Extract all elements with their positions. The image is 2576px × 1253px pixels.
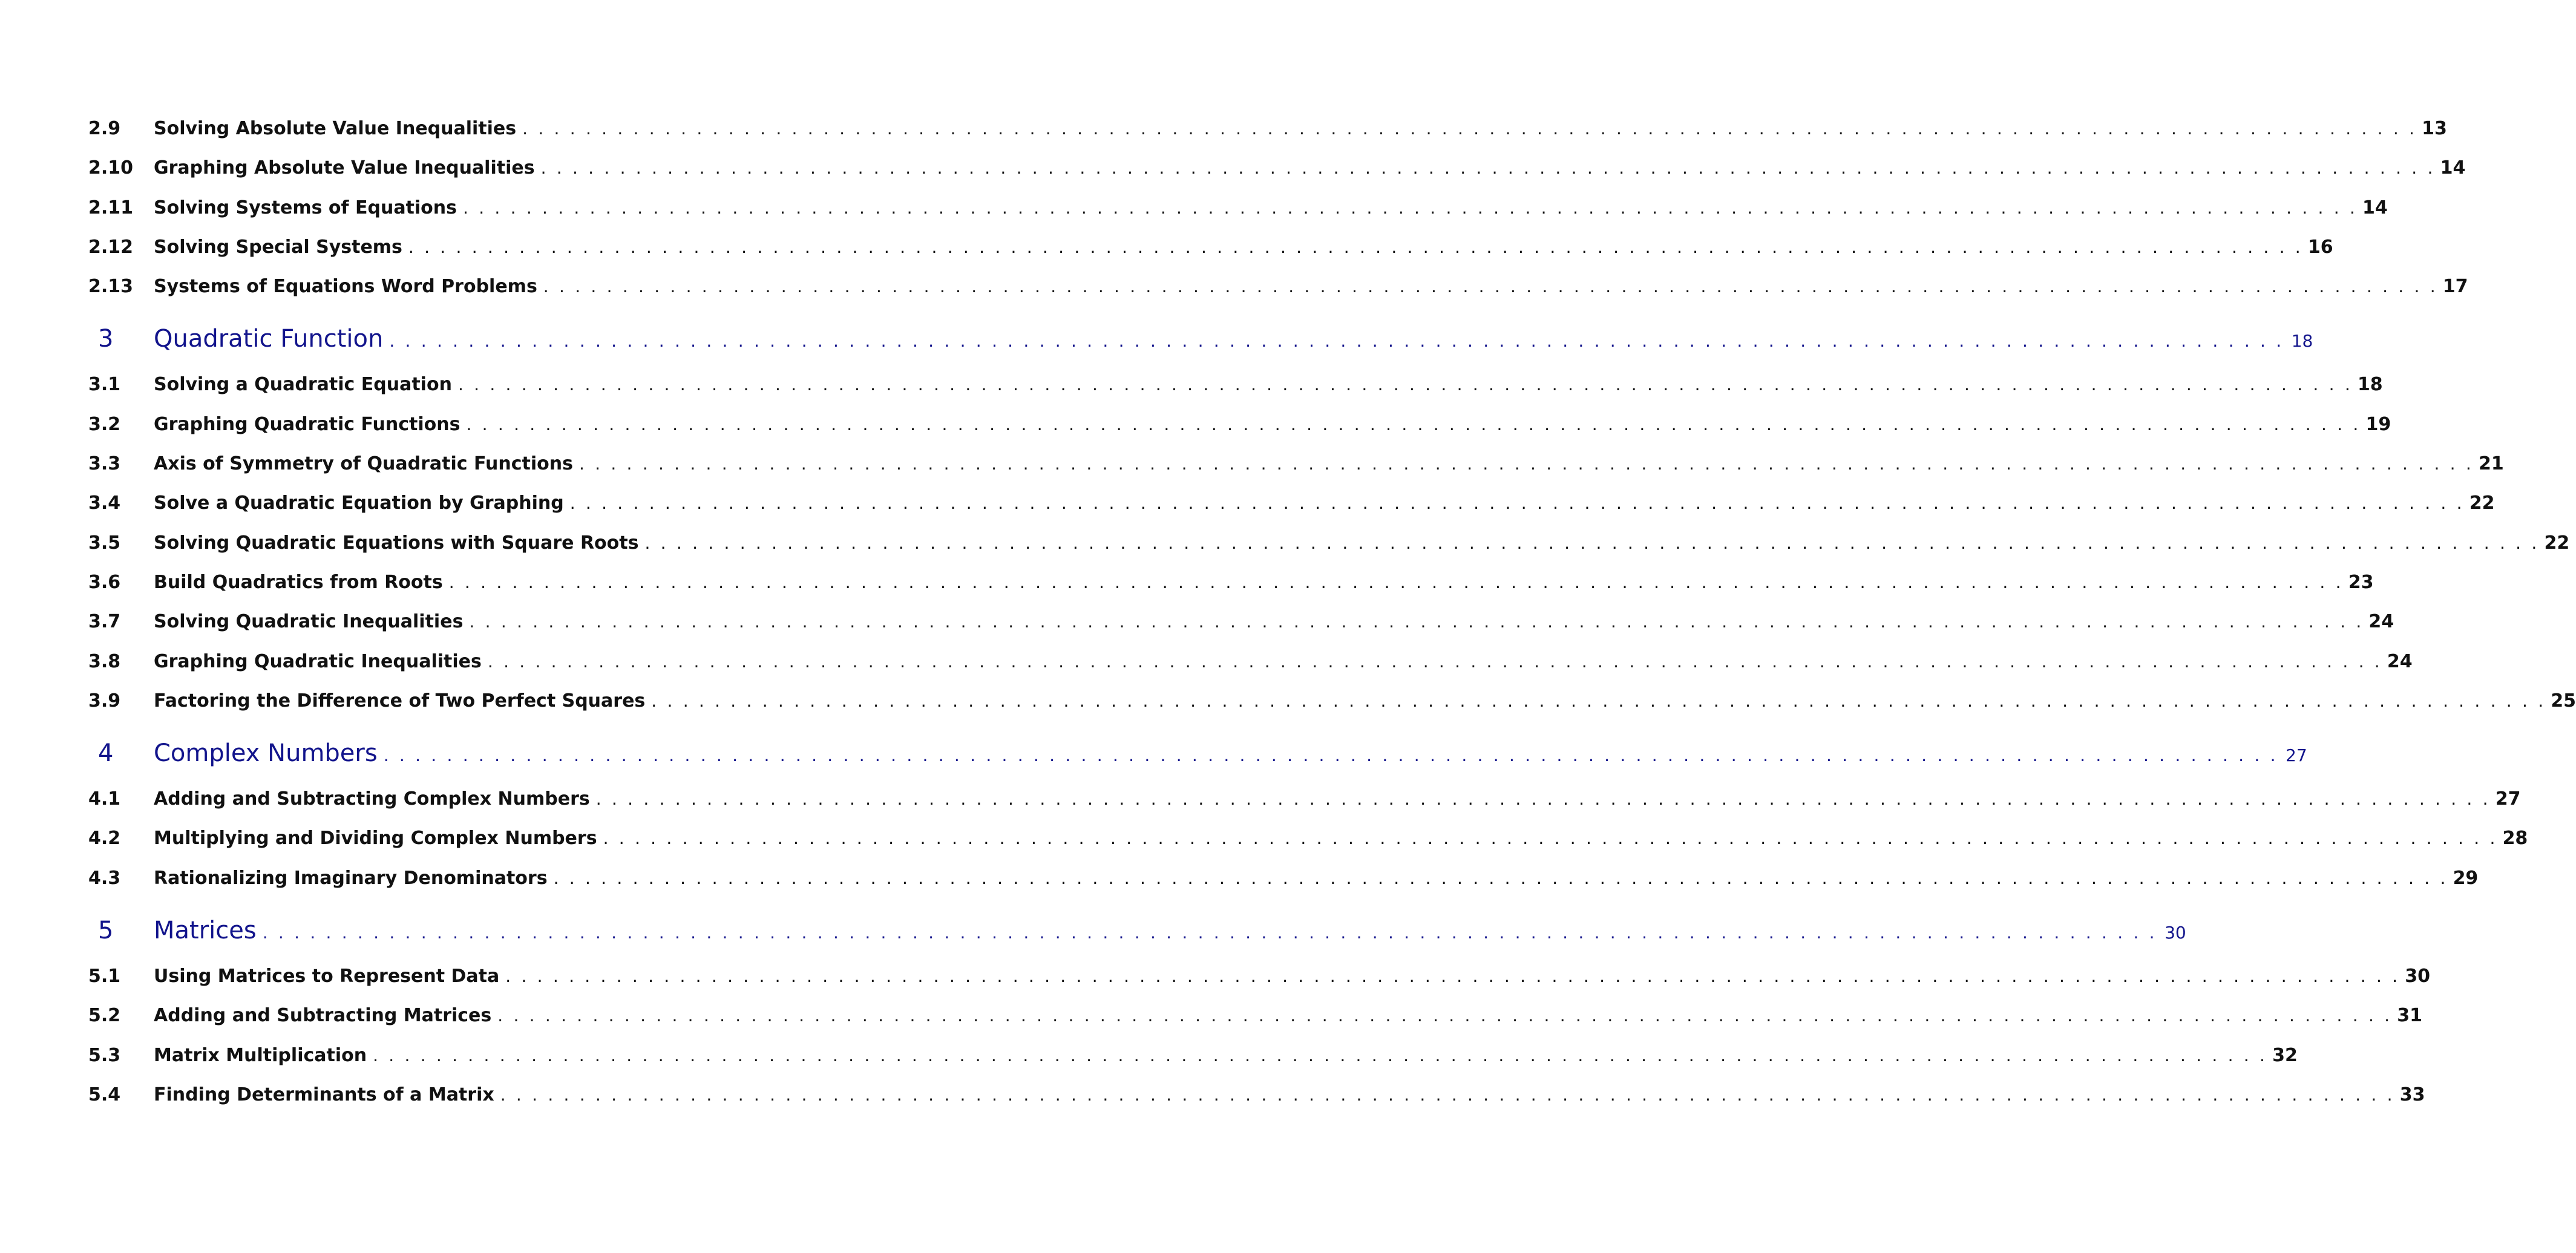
dot-leader: . . . . . . . . . . . . . . . . . . . . . . . . . . . . . . . . . . . . . . . . . . . . . . . . . . . . . . . . . . . . . . . . . . . . . . . . . . . . . . . . . . . . . . . . . . . . . . . . . . . . . . . . . . . . . . . . . . . . . . . . <box>543 276 2438 297</box>
section-number: 2.13 <box>88 276 134 298</box>
section-title: Solving a Quadratic Equation <box>154 374 452 396</box>
section-title: Solving Quadratic Equations with Square Roots <box>154 532 639 554</box>
toc-section-entry[interactable] <box>88 1038 2298 1077</box>
section-number: 5.1 <box>88 966 121 987</box>
section-number: 3.9 <box>88 690 121 712</box>
page-number: 19 <box>2365 413 2391 435</box>
section-number: 3.6 <box>88 571 121 593</box>
dot-leader: . . . . . . . . . . . . . . . . . . . . . . . . . . . . . . . . . . . . . . . . . . . . . . . . . . . . . . . . . . . . . . . . . . . . . . . . . . . . . . . . . . . . . . . . . . . . . . . . . . . . . . . . . . . . . . . . . . . . . . . . <box>383 745 2278 766</box>
page-number: 22 <box>2544 532 2570 554</box>
section-number: 4.3 <box>88 867 121 889</box>
page-number: 16 <box>2307 236 2333 258</box>
page-number: 17 <box>2442 276 2468 298</box>
section-number: 2.9 <box>88 118 121 139</box>
section-number: 5.3 <box>88 1044 121 1066</box>
section-title: Axis of Symmetry of Quadratic Functions <box>154 453 573 475</box>
page-number: 33 <box>2399 1084 2425 1105</box>
dot-leader: . . . . . . . . . . . . . . . . . . . . . . . . . . . . . . . . . . . . . . . . . . . . . . . . . . . . . . . . . . . . . . . . . . . . . . . . . . . . . . . . . . . . . . . . . . . . . . . . . . . . . . . . . . . . . . . . . . . . . . . . <box>603 828 2498 849</box>
section-number: 2.11 <box>88 197 134 218</box>
section-title: Solving Absolute Value Inequalities <box>154 118 517 139</box>
toc-section-entry[interactable] <box>88 860 2479 900</box>
section-number: 3.5 <box>88 532 121 554</box>
section-number: 3.4 <box>88 492 121 514</box>
section-title: Build Quadratics from Roots <box>154 571 443 593</box>
section-title: Solving Systems of Equations <box>154 197 457 218</box>
page-number: 14 <box>2440 157 2466 179</box>
toc-section-entry[interactable] <box>88 1077 2425 1116</box>
toc-chapter-entry[interactable] <box>88 736 2307 781</box>
toc-section-entry[interactable] <box>88 958 2431 998</box>
section-title: Using Matrices to Represent Data <box>154 966 500 987</box>
section-number: 5.2 <box>88 1005 121 1027</box>
toc-section-entry[interactable] <box>88 781 2521 820</box>
dot-leader: . . . . . . . . . . . . . . . . . . . . . . . . . . . . . . . . . . . . . . . . . . . . . . . . . . . . . . . . . . . . . . . . . . . . . . . . . . . . . . . . . . . . . . . . . . . . . . . . . . . . . . . . . . . . . . . . . . . . . . . . <box>448 572 2344 592</box>
toc-section-entry[interactable] <box>88 485 2495 525</box>
page-number: 14 <box>2362 197 2388 218</box>
toc-section-entry[interactable] <box>88 150 2466 189</box>
toc-section-entry[interactable] <box>88 446 2504 485</box>
chapter-title: Complex Numbers <box>154 739 378 768</box>
toc-section-entry[interactable] <box>88 190 2388 229</box>
section-number: 3.7 <box>88 611 121 633</box>
section-number: 3.2 <box>88 413 121 435</box>
chapter-title: Matrices <box>154 917 257 945</box>
section-title: Adding and Subtracting Matrices <box>154 1005 492 1027</box>
chapter-number: 4 <box>98 739 114 768</box>
section-title: Systems of Equations Word Problems <box>154 276 537 298</box>
section-title: Graphing Quadratic Functions <box>154 413 460 435</box>
section-number: 3.8 <box>88 650 121 672</box>
section-title: Solving Special Systems <box>154 236 402 258</box>
toc-section-entry[interactable] <box>88 269 2468 308</box>
section-title: Matrix Multiplication <box>154 1044 367 1066</box>
dot-leader: . . . . . . . . . . . . . . . . . . . . . . . . . . . . . . . . . . . . . . . . . . . . . . . . . . . . . . . . . . . . . . . . . . . . . . . . . . . . . . . . . . . . . . . . . . . . . . . . . . . . . . . . . . . . . . . . . . . . . . . . <box>505 966 2401 987</box>
dot-leader: . . . . . . . . . . . . . . . . . . . . . . . . . . . . . . . . . . . . . . . . . . . . . . . . . . . . . . . . . . . . . . . . . . . . . . . . . . . . . . . . . . . . . . . . . . . . . . . . . . . . . . . . . . . . . . . . . . . . . . . . <box>522 119 2417 139</box>
page-number: 18 <box>2357 374 2383 396</box>
toc-section-entry[interactable] <box>88 820 2528 860</box>
toc-section-entry[interactable] <box>88 604 2394 643</box>
toc-section-entry[interactable] <box>88 111 2447 150</box>
toc-section-entry[interactable] <box>88 564 2374 604</box>
chapter-title: Quadratic Function <box>154 325 384 353</box>
dot-leader: . . . . . . . . . . . . . . . . . . . . . . . . . . . . . . . . . . . . . . . . . . . . . . . . . . . . . . . . . . . . . . . . . . . . . . . . . . . . . . . . . . . . . . . . . . . . . . . . . . . . . . . . . . . . . . . . . . . . . . . . <box>262 923 2157 943</box>
dot-leader: . . . . . . . . . . . . . . . . . . . . . . . . . . . . . . . . . . . . . . . . . . . . . . . . . . . . . . . . . . . . . . . . . . . . . . . . . . . . . . . . . . . . . . . . . . . . . . . . . . . . . . . . . . . . . . . . . . . . . . . . <box>389 331 2284 352</box>
section-title: Factoring the Difference of Two Perfect Squares <box>154 690 646 712</box>
page-number: 32 <box>2272 1044 2298 1066</box>
toc-section-entry[interactable] <box>88 998 2423 1037</box>
page-number: 24 <box>2368 611 2394 633</box>
dot-leader: . . . . . . . . . . . . . . . . . . . . . . . . . . . . . . . . . . . . . . . . . . . . . . . . . . . . . . . . . . . . . . . . . . . . . . . . . . . . . . . . . . . . . . . . . . . . . . . . . . . . . . . . . . . . . . . . . . . . . . . . <box>466 414 2361 434</box>
page-number: 22 <box>2469 492 2495 514</box>
chapter-number: 5 <box>98 917 114 945</box>
section-title: Finding Determinants of a Matrix <box>154 1084 494 1105</box>
page-number: 30 <box>2405 966 2431 987</box>
dot-leader: . . . . . . . . . . . . . . . . . . . . . . . . . . . . . . . . . . . . . . . . . . . . . . . . . . . . . . . . . . . . . . . . . . . . . . . . . . . . . . . . . . . . . . . . . . . . . . . . . . . . . . . . . . . . . . . . . . . . . . . . <box>469 612 2364 632</box>
toc-section-entry[interactable] <box>88 525 2570 564</box>
dot-leader: . . . . . . . . . . . . . . . . . . . . . . . . . . . . . . . . . . . . . . . . . . . . . . . . . . . . . . . . . . . . . . . . . . . . . . . . . . . . . . . . . . . . . . . . . . . . . . . . . . . . . . . . . . . . . . . . . . . . . . . . <box>553 868 2448 888</box>
toc-section-entry[interactable] <box>88 407 2391 446</box>
table-of-contents <box>88 111 2576 1116</box>
dot-leader: . . . . . . . . . . . . . . . . . . . . . . . . . . . . . . . . . . . . . . . . . . . . . . . . . . . . . . . . . . . . . . . . . . . . . . . . . . . . . . . . . . . . . . . . . . . . . . . . . . . . . . . . . . . . . . . . . . . . . . . . <box>497 1006 2393 1026</box>
dot-leader: . . . . . . . . . . . . . . . . . . . . . . . . . . . . . . . . . . . . . . . . . . . . . . . . . . . . . . . . . . . . . . . . . . . . . . . . . . . . . . . . . . . . . . . . . . . . . . . . . . . . . . . . . . . . . . . . . . . . . . . . <box>595 789 2491 810</box>
page-number: 23 <box>2348 571 2374 593</box>
toc-chapter-entry[interactable] <box>88 322 2313 367</box>
page-number: 18 <box>2291 331 2313 352</box>
dot-leader: . . . . . . . . . . . . . . . . . . . . . . . . . . . . . . . . . . . . . . . . . . . . . . . . . . . . . . . . . . . . . . . . . . . . . . . . . . . . . . . . . . . . . . . . . . . . . . . . . . . . . . . . . . . . . . . . . . . . . . . . <box>644 532 2540 553</box>
section-number: 2.12 <box>88 236 134 258</box>
dot-leader: . . . . . . . . . . . . . . . . . . . . . . . . . . . . . . . . . . . . . . . . . . . . . . . . . . . . . . . . . . . . . . . . . . . . . . . . . . . . . . . . . . . . . . . . . . . . . . . . . . . . . . . . . . . . . . . . . . . . . . . . <box>373 1045 2268 1065</box>
toc-chapter-entry[interactable] <box>88 914 2186 958</box>
dot-leader: . . . . . . . . . . . . . . . . . . . . . . . . . . . . . . . . . . . . . . . . . . . . . . . . . . . . . . . . . . . . . . . . . . . . . . . . . . . . . . . . . . . . . . . . . . . . . . . . . . . . . . . . . . . . . . . . . . . . . . . . <box>651 690 2546 711</box>
section-number: 4.2 <box>88 828 121 849</box>
page-number: 27 <box>2495 788 2521 810</box>
page-number: 31 <box>2397 1005 2423 1027</box>
dot-leader: . . . . . . . . . . . . . . . . . . . . . . . . . . . . . . . . . . . . . . . . . . . . . . . . . . . . . . . . . . . . . . . . . . . . . . . . . . . . . . . . . . . . . . . . . . . . . . . . . . . . . . . . . . . . . . . . . . . . . . . . <box>578 454 2474 474</box>
page-number: 21 <box>2478 453 2504 475</box>
section-number: 5.4 <box>88 1084 121 1105</box>
toc-section-entry[interactable] <box>88 367 2383 406</box>
dot-leader: . . . . . . . . . . . . . . . . . . . . . . . . . . . . . . . . . . . . . . . . . . . . . . . . . . . . . . . . . . . . . . . . . . . . . . . . . . . . . . . . . . . . . . . . . . . . . . . . . . . . . . . . . . . . . . . . . . . . . . . . <box>408 237 2303 257</box>
page-number: 27 <box>2286 745 2307 766</box>
dot-leader: . . . . . . . . . . . . . . . . . . . . . . . . . . . . . . . . . . . . . . . . . . . . . . . . . . . . . . . . . . . . . . . . . . . . . . . . . . . . . . . . . . . . . . . . . . . . . . . . . . . . . . . . . . . . . . . . . . . . . . . . <box>457 375 2353 395</box>
section-title: Multiplying and Dividing Complex Numbers <box>154 828 597 849</box>
page-number: 13 <box>2422 118 2447 139</box>
toc-section-entry[interactable] <box>88 229 2333 269</box>
section-title: Rationalizing Imaginary Denominators <box>154 867 548 889</box>
section-number: 4.1 <box>88 788 121 810</box>
section-title: Solve a Quadratic Equation by Graphing <box>154 492 564 514</box>
section-number: 2.10 <box>88 157 134 179</box>
page-number: 29 <box>2453 867 2479 889</box>
toc-section-entry[interactable] <box>88 683 2576 722</box>
dot-leader: . . . . . . . . . . . . . . . . . . . . . . . . . . . . . . . . . . . . . . . . . . . . . . . . . . . . . . . . . . . . . . . . . . . . . . . . . . . . . . . . . . . . . . . . . . . . . . . . . . . . . . . . . . . . . . . . . . . . . . . . <box>463 197 2358 218</box>
dot-leader: . . . . . . . . . . . . . . . . . . . . . . . . . . . . . . . . . . . . . . . . . . . . . . . . . . . . . . . . . . . . . . . . . . . . . . . . . . . . . . . . . . . . . . . . . . . . . . . . . . . . . . . . . . . . . . . . . . . . . . . . <box>487 651 2382 672</box>
section-title: Solving Quadratic Inequalities <box>154 611 464 633</box>
section-title: Adding and Subtracting Complex Numbers <box>154 788 590 810</box>
page-number: 24 <box>2387 650 2413 672</box>
page-number: 30 <box>2165 923 2186 943</box>
page-number: 25 <box>2551 690 2576 712</box>
section-number: 3.1 <box>88 374 121 396</box>
dot-leader: . . . . . . . . . . . . . . . . . . . . . . . . . . . . . . . . . . . . . . . . . . . . . . . . . . . . . . . . . . . . . . . . . . . . . . . . . . . . . . . . . . . . . . . . . . . . . . . . . . . . . . . . . . . . . . . . . . . . . . . . <box>569 493 2465 514</box>
section-title: Graphing Absolute Value Inequalities <box>154 157 535 179</box>
chapter-number: 3 <box>98 325 114 353</box>
page-number: 28 <box>2502 828 2528 849</box>
dot-leader: . . . . . . . . . . . . . . . . . . . . . . . . . . . . . . . . . . . . . . . . . . . . . . . . . . . . . . . . . . . . . . . . . . . . . . . . . . . . . . . . . . . . . . . . . . . . . . . . . . . . . . . . . . . . . . . . . . . . . . . . <box>540 158 2436 178</box>
toc-section-entry[interactable] <box>88 644 2413 683</box>
dot-leader: . . . . . . . . . . . . . . . . . . . . . . . . . . . . . . . . . . . . . . . . . . . . . . . . . . . . . . . . . . . . . . . . . . . . . . . . . . . . . . . . . . . . . . . . . . . . . . . . . . . . . . . . . . . . . . . . . . . . . . . . <box>500 1084 2395 1105</box>
section-title: Graphing Quadratic Inequalities <box>154 650 482 672</box>
section-number: 3.3 <box>88 453 121 475</box>
